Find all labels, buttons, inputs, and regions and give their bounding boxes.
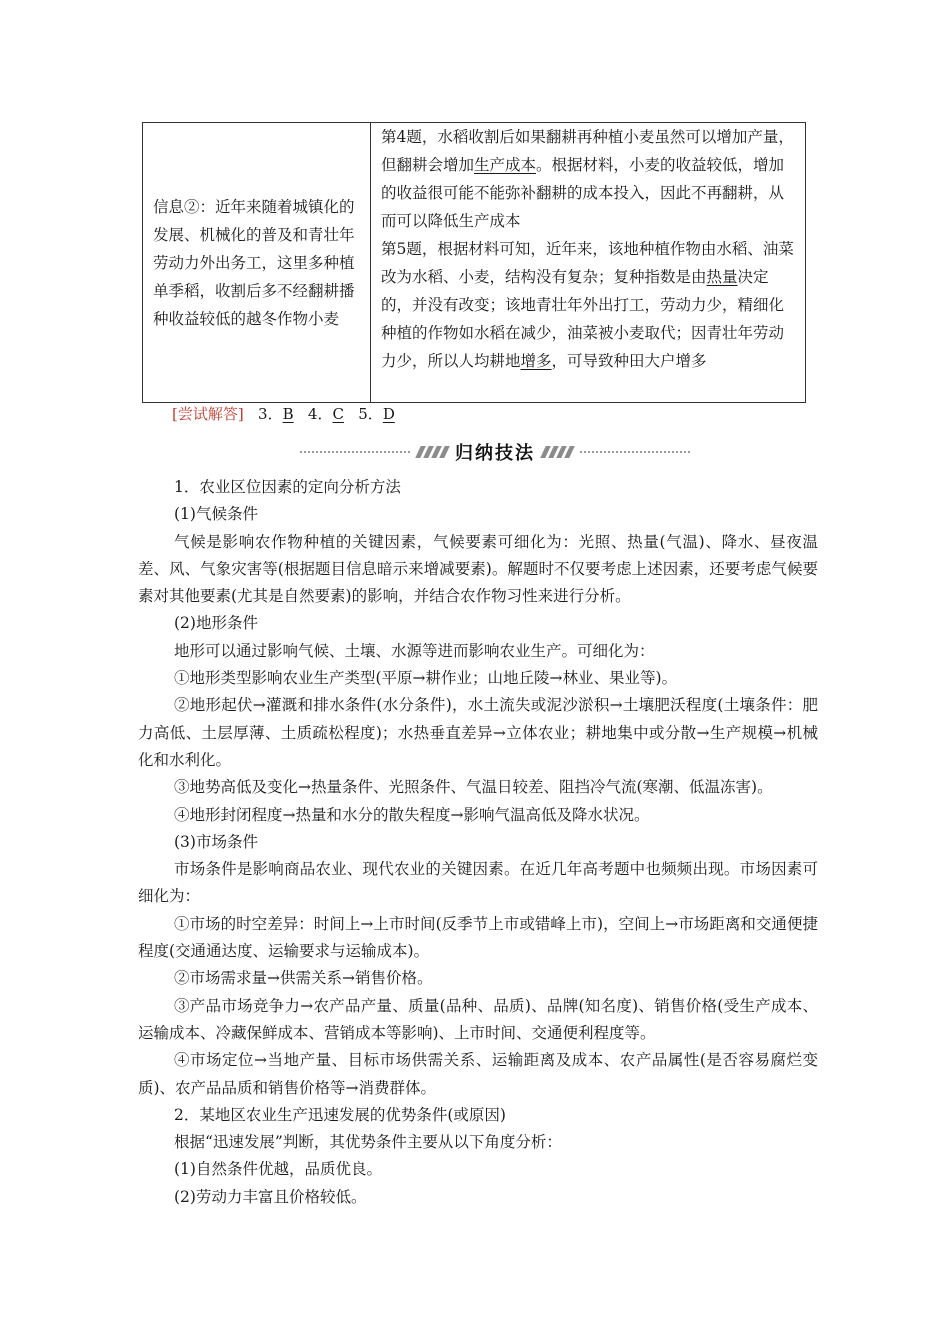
paragraph: ④市场定位→当地产量、目标市场供需关系、运输距离及成本、农产品属性(是否容易腐烂变质)、农产品品质和销售价格等→消费群体。: [138, 1051, 818, 1097]
paragraph: 地形可以通过影响气候、土壤、水源等进而影响农业生产。可细化为：: [174, 641, 655, 660]
q5-keyword-2: 增多: [520, 352, 552, 370]
paragraph: (2)地形条件: [174, 614, 258, 633]
paragraph: 1．农业区位因素的定向分析方法: [174, 478, 401, 496]
paragraph: ④地形封闭程度→热量和水分的散失程度→影响气温高低及降水状况。: [174, 805, 650, 824]
q5-analysis: [381, 235, 797, 375]
q4-analysis: [381, 123, 797, 235]
q5-text-b: 决定的，并没有改变；该地青壮年外出打工，劳动力少，精细化种植的作物如水稻在减少，油菜被小麦取代；因青壮年劳动力少，所以人均耕地: [381, 268, 785, 370]
paragraph: ②市场需求量→供需关系→销售价格。: [174, 969, 433, 988]
q4-text-a: 第4题，水稻收割后如果翻耕再种植小麦虽然可以增加产量，但翻耕会增加: [381, 128, 794, 174]
paragraph: ③产品市场竞争力→农产品产量、质量(品种、品质)、品牌(知名度)、销售价格(受生产成本、运输成本、冷藏保鲜成本、营销成本等影响)、上市时间、交通便利程度等。: [138, 996, 818, 1042]
info-2-text: 信息②：近年来随着城镇化的发展、机械化的普及和青壮年劳动力外出务工，这里多种植单季稻，收割后多不经翻耕播种收益较低的越冬作物小麦: [153, 197, 355, 328]
paragraph: 气候是影响农作物种植的关键因素，气候要素可细化为：光照、热量(气温)、降水、昼夜温差、风、气象灾害等(根据题目信息暗示来增减要素)。解题时不仅要考虑上述因素，还要考虑气候要素对其他要素(尤其是自然要素)的影响，并结合农作物习性来进行分析。: [138, 532, 818, 606]
answer-item: 4．C: [307, 405, 344, 423]
section-title: 归纳技法: [455, 443, 535, 464]
paragraph: ①地形类型影响农业生产类型(平原→耕作业；山地丘陵→林业、果业等)。: [174, 669, 678, 688]
q4-text-b: 。根据材料，小麦的收益较低，增加的收益很可能不能弥补翻耕的成本投入，因此不再翻耕，从而可以降低生产成本: [381, 156, 785, 230]
paragraph: 2．某地区农业生产迅速发展的优势条件(或原因): [174, 1105, 506, 1124]
body-text: [138, 474, 818, 1211]
answer-label: [尝试解答]: [172, 405, 244, 423]
info-table: [142, 122, 806, 403]
paragraph: (3)市场条件: [174, 832, 258, 851]
analysis-cell-right: [371, 123, 805, 402]
paragraph: 根据“迅速发展”判断，其优势条件主要从以下角度分析：: [174, 1133, 562, 1152]
info-cell-left: [143, 123, 371, 402]
divider-line-right: [580, 451, 690, 453]
q4-keyword: 生产成本: [474, 156, 537, 174]
q5-text-a: 第5题，根据材料可知，近年来，该地种植作物由水稻、油菜改为水稻、小麦，结构没有复杂；复种指数是由: [381, 240, 794, 286]
q5-text-c: ，可导致种田大户增多: [551, 352, 707, 370]
paragraph: (1)自然条件优越，品质优良。: [174, 1160, 382, 1179]
answer-item: 3．B: [258, 405, 294, 423]
paragraph: (2)劳动力丰富且价格较低。: [174, 1187, 367, 1206]
answer-item: 5．D: [358, 405, 395, 423]
paragraph: 市场条件是影响商品农业、现代农业的关键因素。在近几年高考题中也频频出现。市场因素可细化为：: [138, 860, 818, 906]
paragraph: ③地势高低及变化→热量条件、光照条件、气温日较差、阻挡冷气流(寒潮、低温冻害)。: [174, 778, 773, 797]
paragraph: ①市场的时空差异：时间上→上市时间(反季节上市或错峰上市)，空间上→市场距离和交通便捷程度(交通通达度、运输要求与运输成本)。: [138, 914, 818, 961]
stripe-decoration-right: [543, 446, 572, 458]
section-header: [300, 438, 690, 466]
paragraph: (1)气候条件: [174, 505, 258, 524]
answer-line: [172, 402, 395, 426]
q5-keyword-1: 热量: [706, 268, 738, 286]
stripe-decoration-left: [418, 446, 447, 458]
divider-line-left: [300, 451, 410, 453]
paragraph: ②地形起伏→灌溉和排水条件(水分条件)，水土流失或泥沙淤积→土壤肥沃程度(土壤条件：肥力高低、土层厚薄、土质疏松程度)；水热垂直差异→立体农业；耕地集中或分散→生产规模→机械化和水利化。: [138, 696, 818, 769]
